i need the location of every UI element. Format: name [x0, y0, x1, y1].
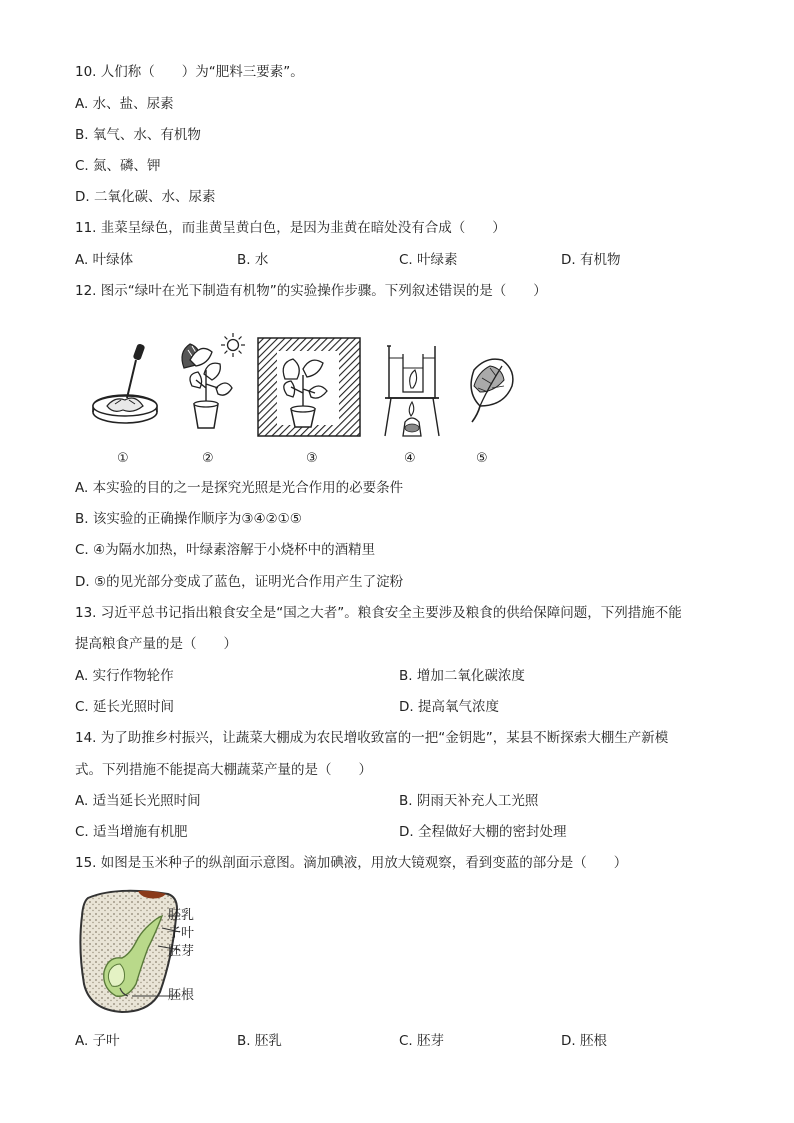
plumule-label: 胚芽 — [168, 944, 195, 959]
q13-stem-line2: 提高粮食产量的是（ ） — [75, 636, 237, 652]
experiment-step1-image — [85, 330, 165, 430]
q15-option-d: D. 胚根 — [561, 1033, 607, 1049]
q11-option-b: B. 水 — [237, 252, 269, 268]
step1-label: ① — [117, 451, 129, 466]
q15-stem: 15. 如图是玉米种子的纵剖面示意图。滴加碘液，用放大镜观察，看到变蓝的部分是（ ） — [75, 855, 628, 871]
q12-option-a: A. 本实验的目的之一是探究光照是光合作用的必要条件 — [75, 480, 404, 496]
q11-option-a: A. 叶绿体 — [75, 252, 134, 268]
q13-stem-line1: 13. 习近平总书记指出粮食安全是“国之大者”。粮食安全主要涉及粮食的供给保障问题，下列措施不能 — [75, 605, 682, 621]
q13-option-d: D. 提高氧气浓度 — [399, 699, 499, 715]
q15-option-c: C. 胚芽 — [399, 1033, 445, 1049]
q15-option-b: B. 胚乳 — [237, 1033, 282, 1049]
step4-label: ④ — [404, 451, 416, 466]
endosperm-label: 胚乳 — [168, 908, 195, 923]
experiment-step5-image — [462, 352, 518, 424]
q14-stem-line2: 式。下列措施不能提高大棚蔬菜产量的是（ ） — [75, 762, 372, 778]
experiment-step3-image — [257, 337, 361, 437]
q14-option-d: D. 全程做好大棚的密封处理 — [399, 824, 567, 840]
q11-option-d: D. 有机物 — [561, 252, 621, 268]
cotyledon-label: 子叶 — [168, 926, 195, 941]
q13-option-b: B. 增加二氧化碳浓度 — [399, 668, 525, 684]
q13-option-c: C. 延长光照时间 — [75, 699, 175, 715]
step3-label: ③ — [306, 451, 318, 466]
q11-stem: 11. 韭菜呈绿色，而韭黄呈黄白色，是因为韭黄在暗处没有合成（ ） — [75, 220, 506, 236]
q10-option-b: B. 氧气、水、有机物 — [75, 127, 201, 143]
step2-label: ② — [202, 451, 214, 466]
sun-icon — [220, 332, 246, 358]
radicle-label: 胚根 — [168, 988, 195, 1003]
q12-option-d: D. ⑤的见光部分变成了蓝色，证明光合作用产生了淀粉 — [75, 574, 404, 590]
q13-option-a: A. 实行作物轮作 — [75, 668, 174, 684]
q14-option-c: C. 适当增施有机肥 — [75, 824, 188, 840]
q10-option-d: D. 二氧化碳、水、尿素 — [75, 189, 216, 205]
q12-stem: 12. 图示“绿叶在光下制造有机物”的实验操作步骤。下列叙述错误的是（ ） — [75, 283, 547, 299]
q12-option-b: B. 该实验的正确操作顺序为③④②①⑤ — [75, 511, 302, 527]
step5-label: ⑤ — [476, 451, 488, 466]
q12-option-c: C. ④为隔水加热，叶绿素溶解于小烧杯中的酒精里 — [75, 542, 376, 558]
q14-stem-line1: 14. 为了助推乡村振兴，让蔬菜大棚成为农民增收致富的一把“金钥匙”，某县不断探索大棚生产新模 — [75, 730, 669, 746]
q10-stem: 10. 人们称（ ）为“肥料三要素”。 — [75, 64, 304, 80]
q10-option-a: A. 水、盐、尿素 — [75, 96, 174, 112]
q14-option-a: A. 适当延长光照时间 — [75, 793, 201, 809]
q10-option-c: C. 氮、磷、钾 — [75, 158, 161, 174]
q15-option-a: A. 子叶 — [75, 1033, 120, 1049]
experiment-step4-image — [383, 340, 443, 440]
q14-option-b: B. 阴雨天补充人工光照 — [399, 793, 539, 809]
q11-option-c: C. 叶绿素 — [399, 252, 458, 268]
